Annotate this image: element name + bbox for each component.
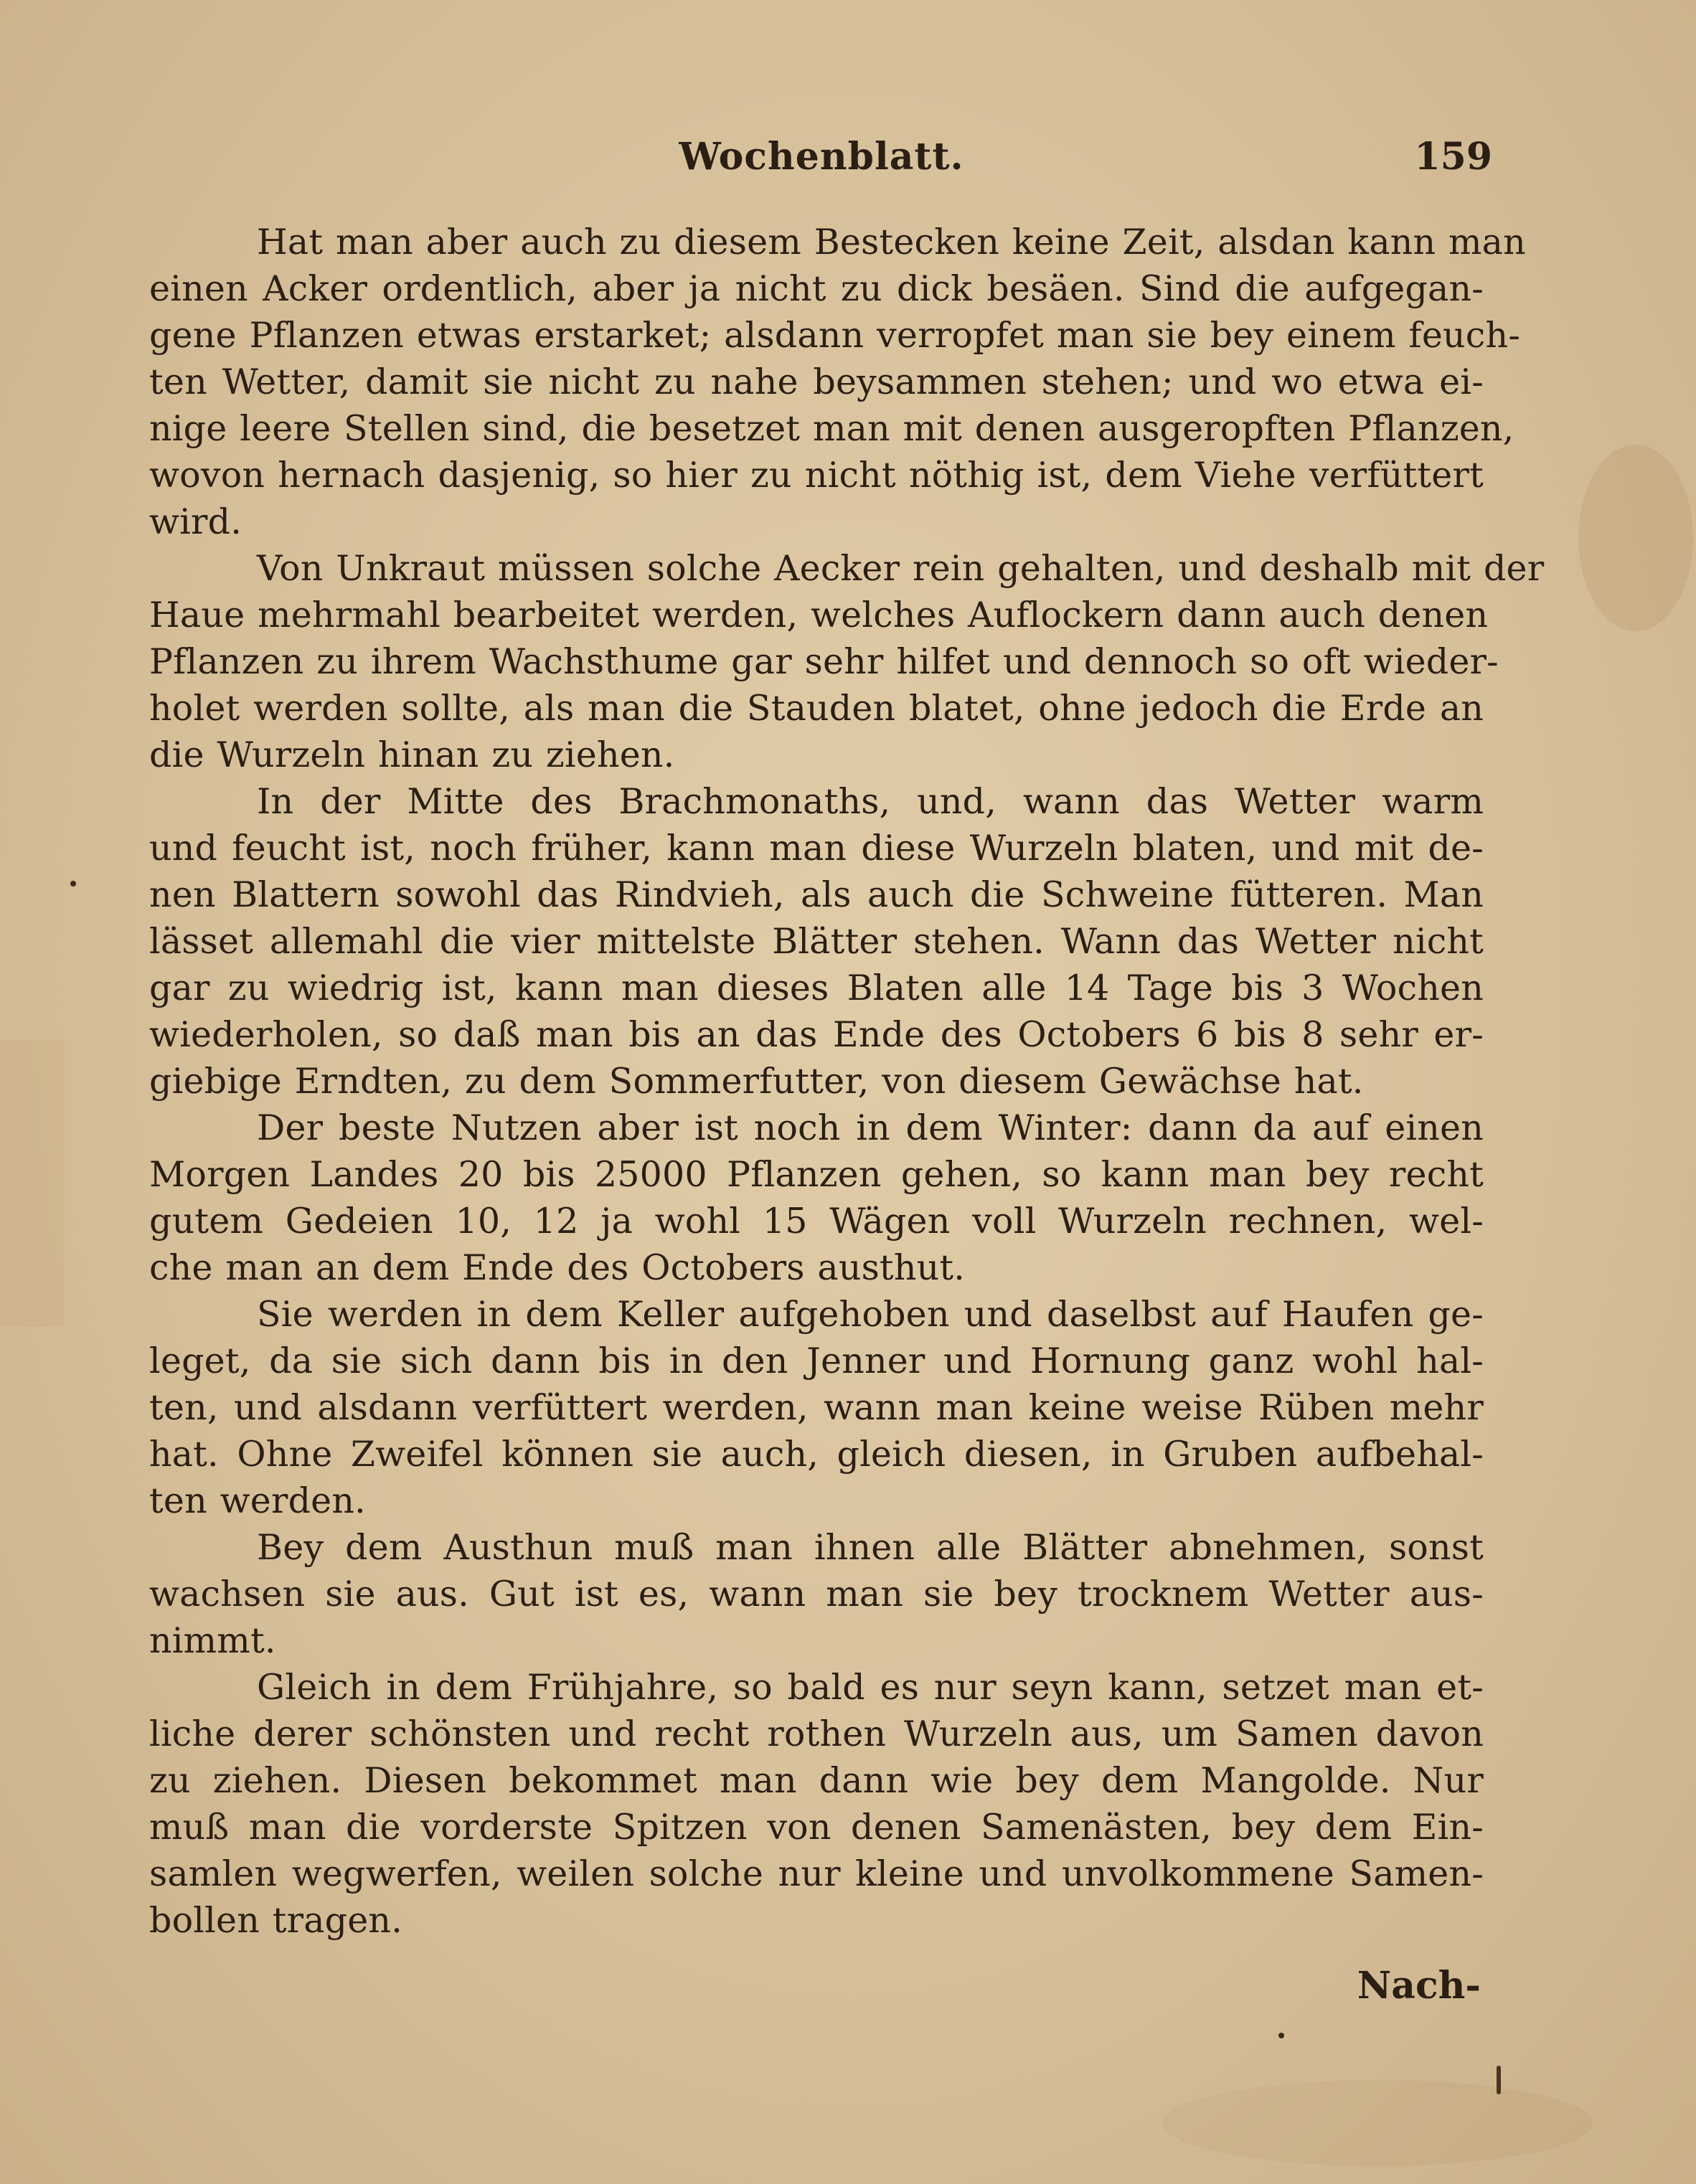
text-line: ten werden.: [149, 1480, 366, 1521]
text-line: wovon hernach dasjenig, so hier zu nicht nöthig ist, dem Viehe verfüttert: [149, 455, 1484, 496]
page-number: 159: [1414, 135, 1492, 179]
text-line: gene Pflanzen etwas erstarket; alsdann verropfet man sie bey einem feuch-: [149, 315, 1520, 356]
text-line: wiederholen, so daß man bis an das Ende des Octobers 6 bis 8 sehr er-: [149, 1014, 1484, 1055]
text-line: und feucht ist, noch früher, kann man diese Wurzeln blaten, und mit de-: [149, 828, 1484, 869]
text-line: muß man die vorderste Spitzen von denen Samenästen, bey dem Ein-: [149, 1807, 1484, 1848]
text-line: Hat man aber auch zu diesem Bestecken keine Zeit, alsdan kann man: [257, 222, 1526, 263]
text-line: hat. Ohne Zweifel können sie auch, gleich diesen, in Gruben aufbehal-: [149, 1434, 1484, 1475]
text-line: Gleich in dem Frühjahre, so bald es nur seyn kann, setzet man et-: [257, 1667, 1484, 1708]
text-line: Haue mehrmahl bearbeitet werden, welches Auflockern dann auch denen: [149, 595, 1489, 635]
text-line: samlen wegwerfen, weilen solche nur kleine und unvolkommene Samen-: [149, 1853, 1484, 1894]
text-line: wachsen sie aus. Gut ist es, wann man sie bey trocknem Wetter aus-: [149, 1574, 1484, 1615]
paper-stain: [1162, 2080, 1593, 2166]
text-line: gar zu wiedrig ist, kann man dieses Blaten alle 14 Tage bis 3 Wochen: [149, 968, 1484, 1008]
text-line: die Wurzeln hinan zu ziehen.: [149, 734, 675, 775]
text-line: Pflanzen zu ihrem Wachsthume gar sehr hilfet und dennoch so oft wieder-: [149, 641, 1499, 682]
text-line: wird.: [149, 501, 242, 542]
text-line: In der Mitte des Brachmonaths, und, wann das Wetter warm: [257, 781, 1484, 822]
text-line: che man an dem Ende des Octobers austhut.: [149, 1247, 965, 1288]
paper-stain: [1578, 445, 1693, 631]
paragraph: [149, 545, 1545, 778]
text-line: einen Acker ordentlich, aber ja nicht zu dick besäen. Sind die aufgegan-: [149, 268, 1484, 309]
text-line: holet werden sollte, als man die Stauden blatet, ohne jedoch die Erde an: [149, 688, 1484, 729]
text-line: liche derer schönsten und recht rothen Wurzeln aus, um Samen davon: [149, 1713, 1484, 1754]
text-line: Morgen Landes 20 bis 25000 Pflanzen gehen, so kann man bey recht: [149, 1154, 1484, 1195]
margin-mark: [1497, 2066, 1501, 2094]
text-line: ten, und alsdann verfüttert werden, wann man keine weise Rüben mehr: [149, 1387, 1484, 1428]
text-line: ten Wetter, damit sie nicht zu nahe beysammen stehen; und wo etwa ei-: [149, 361, 1484, 402]
paragraph: [149, 219, 1526, 545]
text-line: zu ziehen. Diesen bekommet man dann wie bey dem Mangolde. Nur: [149, 1760, 1484, 1801]
text-line: gutem Gedeien 10, 12 ja wohl 15 Wägen voll Wurzeln rechnen, wel-: [149, 1201, 1484, 1242]
paragraph: [149, 1291, 1484, 1524]
page-header: [151, 135, 1492, 185]
text-line: Bey dem Austhun muß man ihnen alle Blätter abnehmen, sonst: [257, 1527, 1484, 1568]
paragraph: [149, 778, 1484, 1105]
text-line: lässet allemahl die vier mittelste Blätter stehen. Wann das Wetter nicht: [149, 921, 1484, 962]
paragraph: [149, 1664, 1484, 1944]
running-title: Wochenblatt.: [679, 135, 964, 179]
text-line: leget, da sie sich dann bis in den Jenner und Hornung ganz wohl hal-: [149, 1341, 1484, 1381]
text-line: nige leere Stellen sind, die besetzet man mit denen ausgeropften Pflanzen,: [149, 408, 1514, 449]
text-line: bollen tragen.: [149, 1900, 402, 1941]
paper-stain: [0, 1040, 65, 1327]
text-line: Von Unkraut müssen solche Aecker rein gehalten, und deshalb mit der: [257, 548, 1545, 589]
ink-speck: [70, 881, 76, 887]
text-line: giebige Erndten, zu dem Sommerfutter, von diesem Gewächse hat.: [149, 1061, 1364, 1102]
text-line: Sie werden in dem Keller aufgehoben und daselbst auf Haufen ge-: [257, 1294, 1484, 1335]
text-line: nen Blattern sowohl das Rindvieh, als auch die Schweine fütteren. Man: [149, 874, 1484, 915]
text-line: Der beste Nutzen aber ist noch in dem Winter: dann da auf einen: [257, 1107, 1484, 1148]
text-line: nimmt.: [149, 1620, 276, 1661]
ink-speck: [1278, 2033, 1284, 2038]
catchword: Nach-: [1357, 1964, 1481, 2008]
paragraph: [149, 1524, 1484, 1664]
body-text: [149, 219, 1545, 1944]
paragraph: [149, 1105, 1484, 1291]
